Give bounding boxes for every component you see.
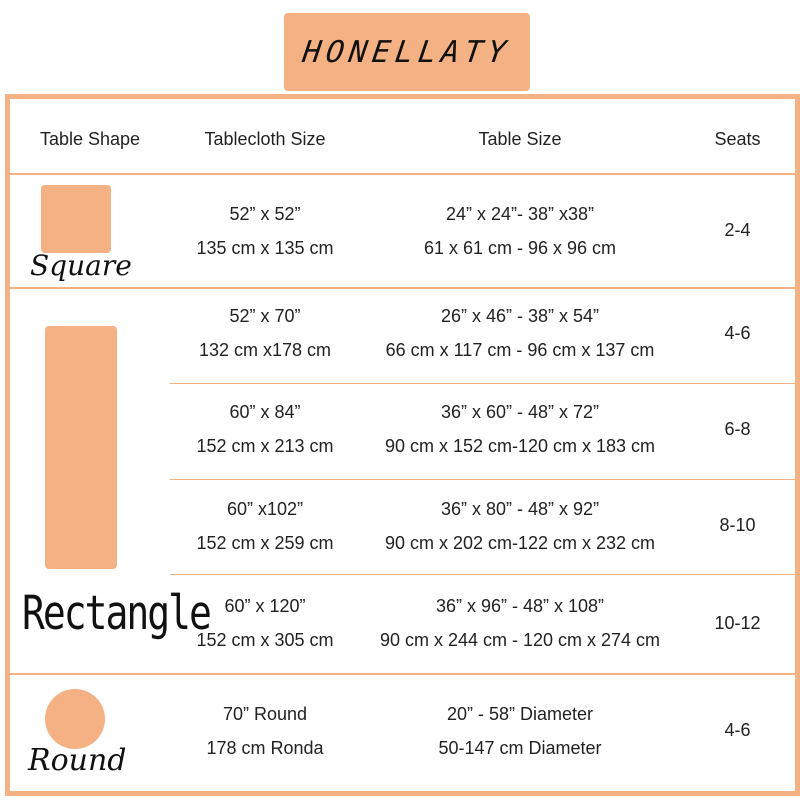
tablecloth-size-cell bbox=[170, 197, 360, 265]
divider-square bbox=[10, 287, 795, 289]
table-size-cell bbox=[360, 697, 680, 765]
seats-cell: 8-10 bbox=[719, 515, 756, 535]
tablecloth-cm: 152 cm x 213 cm bbox=[196, 436, 334, 456]
table-size-cm: 50-147 cm Diameter bbox=[438, 738, 602, 758]
table-size-cm: 90 cm x 202 cm-122 cm x 232 cm bbox=[384, 533, 656, 553]
divider-row bbox=[170, 383, 795, 384]
table-size-cell bbox=[360, 395, 680, 463]
table-size-cell bbox=[360, 197, 680, 265]
square-shape bbox=[41, 185, 111, 253]
table-size-cm: 61 x 61 cm - 96 x 96 cm bbox=[423, 238, 617, 258]
tablecloth-cm: 178 cm Ronda bbox=[206, 738, 324, 758]
seats-cell: 4-6 bbox=[724, 720, 751, 740]
seats-cell: 2-4 bbox=[724, 220, 751, 240]
tablecloth-cm: 152 cm x 305 cm bbox=[196, 630, 334, 650]
tablecloth-size-cell bbox=[170, 492, 360, 560]
tablecloth-size-cell bbox=[170, 697, 360, 765]
round-label: Round bbox=[28, 743, 127, 778]
tablecloth-inches: 60” x 84” bbox=[229, 402, 301, 422]
divider-row bbox=[170, 479, 795, 480]
table-size-inches: 36” x 60” - 48” x 72” bbox=[440, 402, 600, 422]
seats-cell: 6-8 bbox=[724, 419, 751, 439]
tablecloth-size-cell bbox=[170, 395, 360, 463]
tablecloth-cm: 135 cm x 135 cm bbox=[196, 238, 334, 258]
tablecloth-inches: 70” Round bbox=[222, 704, 308, 724]
divider-header bbox=[10, 173, 795, 175]
tablecloth-size-cell bbox=[170, 589, 360, 657]
table-size-inches: 26” x 46” - 38” x 54” bbox=[440, 306, 600, 326]
tablecloth-inches: 60” x102” bbox=[226, 499, 304, 519]
seats-cell: 4-6 bbox=[724, 323, 751, 343]
table-size-cell bbox=[360, 589, 680, 657]
tablecloth-size-cell bbox=[170, 299, 360, 367]
table-size-inches: 36” x 96” - 48” x 108” bbox=[435, 596, 605, 616]
header-table-shape: Table Shape bbox=[39, 129, 141, 149]
divider-row bbox=[170, 574, 795, 575]
table-size-cell bbox=[360, 492, 680, 560]
table-size-cm: 66 cm x 117 cm - 96 cm x 137 cm bbox=[385, 340, 655, 360]
header-seats: Seats bbox=[714, 129, 761, 149]
header-table-size: Table Size bbox=[478, 129, 562, 149]
brand-name: HONELLATY bbox=[300, 34, 514, 70]
table-size-inches: 24” x 24”- 38” x38” bbox=[445, 204, 595, 224]
tablecloth-cm: 152 cm x 259 cm bbox=[196, 533, 334, 553]
tablecloth-cm: 132 cm x178 cm bbox=[198, 340, 332, 360]
header-tablecloth-size: Tablecloth Size bbox=[204, 129, 326, 149]
tablecloth-inches: 52” x 70” bbox=[229, 306, 301, 326]
tablecloth-inches: 60” x 120” bbox=[224, 596, 306, 616]
tablecloth-inches: 52” x 52” bbox=[229, 204, 301, 224]
square-label: Square bbox=[30, 249, 132, 282]
divider-rectangle bbox=[10, 673, 795, 675]
rectangle-shape bbox=[45, 326, 117, 569]
table-size-inches: 36” x 80” - 48” x 92” bbox=[440, 499, 600, 519]
table-size-cm: 90 cm x 152 cm-120 cm x 183 cm bbox=[384, 436, 656, 456]
table-size-cm: 90 cm x 244 cm - 120 cm x 274 cm bbox=[379, 630, 661, 650]
table-size-cell bbox=[360, 299, 680, 367]
round-shape bbox=[45, 689, 105, 749]
brand-banner bbox=[284, 13, 530, 91]
seats-cell: 10-12 bbox=[714, 613, 761, 633]
table-size-inches: 20” - 58” Diameter bbox=[446, 704, 594, 724]
rectangle-label: Rectangle bbox=[22, 585, 210, 640]
size-chart-table bbox=[5, 94, 800, 796]
